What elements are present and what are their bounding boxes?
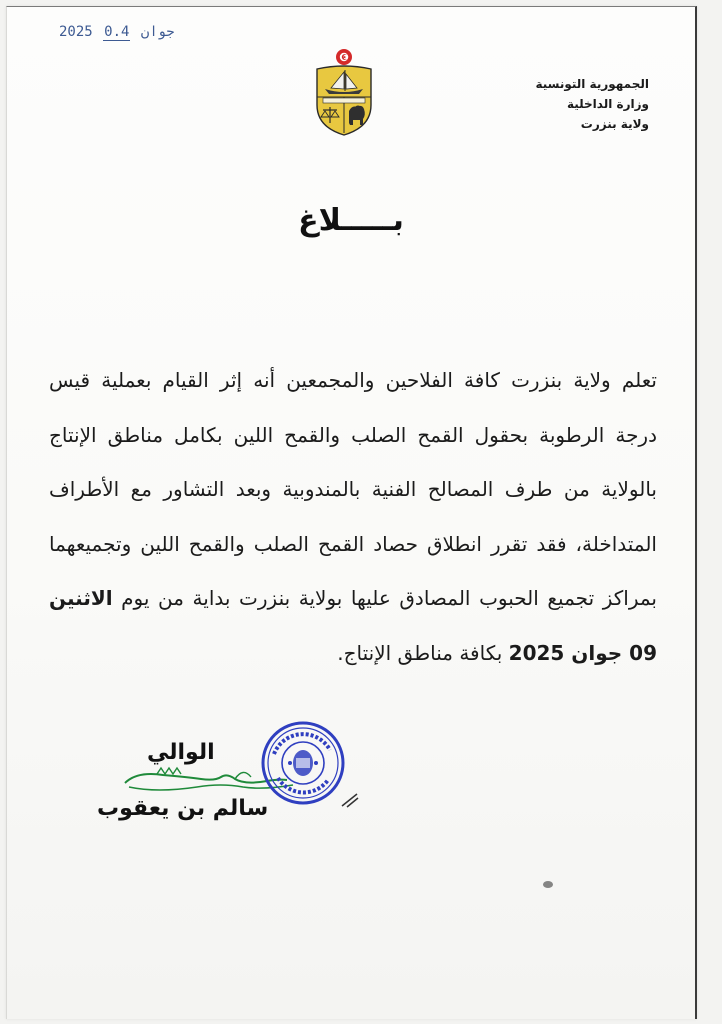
issuer-header (535, 74, 649, 134)
signer-title: الوالي (147, 740, 215, 765)
body-text-part2: بكافة مناطق الإنتاج. (337, 640, 509, 665)
header-governorate: ولاية بنزرت (580, 117, 649, 131)
ink-smudge (543, 881, 553, 888)
date-stamp-day: 0.4 (104, 24, 130, 40)
check-mark-icon (339, 790, 361, 810)
tunisia-coat-of-arms-icon (311, 47, 377, 137)
body-text-date-highlight: الاثنين 09 جوان 2025 (49, 586, 657, 665)
body-text-part1: تعلم ولاية بنزرت كافة الفلاحين والمجمعين أنه إثر القيام بعملية قيس درجة الرطوبة بحقول القمح الصلب والقمح اللين بكامل مناطق الإنتاج بالولاية من طرف المصالح الفنية بالمندوبية وبعد التشاور مع الأطراف المتداخلة، فقد تقرر انطلاق حصاد القمح الصلب والقمح اللين وتجميعهما بمراكز تجميع الحبوب المصادق عليها بولاية بنزرت بداية من يوم (49, 368, 657, 610)
document-title: بـــــلاغ (298, 203, 404, 238)
date-stamp-month: جوان (140, 24, 175, 40)
announcement-body (49, 353, 657, 680)
document-page (6, 6, 697, 1019)
header-ministry: وزارة الداخلية (566, 97, 649, 111)
date-stamp-year: 2025 (59, 24, 93, 40)
official-seal-icon (260, 720, 346, 806)
date-stamp (59, 24, 175, 40)
header-republic: الجمهورية التونسية (535, 77, 649, 91)
signer-name: سالم بن يعقوب (97, 796, 269, 821)
